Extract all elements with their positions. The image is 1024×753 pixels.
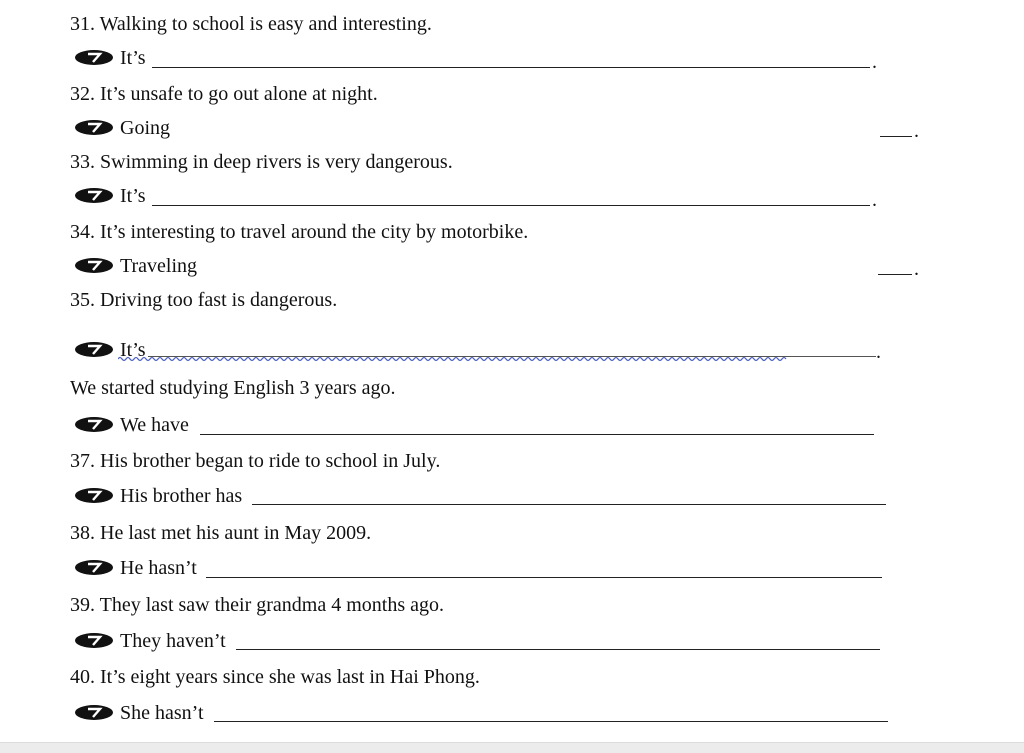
pencil-bullet-icon [74,342,114,357]
question-31: 31. Walking to school is easy and interesting. [70,13,432,35]
question-39: 39. They last saw their grandma 4 months ago. [70,594,445,616]
pencil-bullet-icon [74,633,114,648]
answer-end: . [914,120,919,142]
answer-prompt: They haven’t [120,630,226,652]
answer-prompt: Traveling [120,255,198,277]
answer-row-34 [74,254,197,278]
answer-end: . [876,341,881,363]
answer-row-31 [74,46,146,70]
answer-blank-33[interactable] [152,205,870,206]
answer-row-32 [74,116,170,140]
question-37: 37. His brother began to ride to school in July. [70,450,441,472]
window-bottom-edge [0,742,1024,753]
answer-prompt: She hasn’t [120,702,204,724]
answer-blank-31[interactable] [152,67,870,68]
answer-end: . [872,189,877,211]
answer-prompt: It’s [120,185,146,207]
pencil-bullet-icon [74,417,114,432]
answer-prompt: Going [120,117,170,139]
answer-blank-32[interactable] [880,136,912,137]
answer-prompt: He hasn’t [120,557,197,579]
question-36: We started studying English 3 years ago. [70,377,396,399]
answer-row-38 [74,556,197,580]
pencil-bullet-icon [74,188,114,203]
answer-row-33 [74,184,146,208]
answer-blank-34[interactable] [878,274,912,275]
question-38: 38. He last met his aunt in May 2009. [70,522,372,544]
answer-blank-39[interactable] [236,649,880,650]
answer-blank-38[interactable] [206,577,882,578]
answer-blank-36[interactable] [200,434,874,435]
answer-prompt: His brother has [120,485,243,507]
answer-blank-35[interactable] [148,356,876,357]
answer-prompt: We have [120,414,189,436]
question-40: 40. It’s eight years since she was last in Hai Phong. [70,666,480,688]
pencil-bullet-icon [74,258,114,273]
answer-prompt: It’s [120,339,146,361]
answer-prompt: It’s [120,47,146,69]
pencil-bullet-icon [74,50,114,65]
pencil-bullet-icon [74,488,114,503]
question-35: 35. Driving too fast is dangerous. [70,289,338,311]
answer-blank-37[interactable] [252,504,886,505]
pencil-bullet-icon [74,120,114,135]
answer-blank-40[interactable] [214,721,888,722]
answer-row-36 [74,413,189,437]
answer-row-39 [74,629,226,653]
answer-end: . [872,51,877,73]
question-33: 33. Swimming in deep rivers is very dangerous. [70,151,453,173]
question-32: 32. It’s unsafe to go out alone at night. [70,83,378,105]
pencil-bullet-icon [74,705,114,720]
answer-row-37 [74,484,242,508]
answer-row-40 [74,701,204,725]
pencil-bullet-icon [74,560,114,575]
answer-end: . [914,258,919,280]
question-34: 34. It’s interesting to travel around the city by motorbike. [70,221,529,243]
